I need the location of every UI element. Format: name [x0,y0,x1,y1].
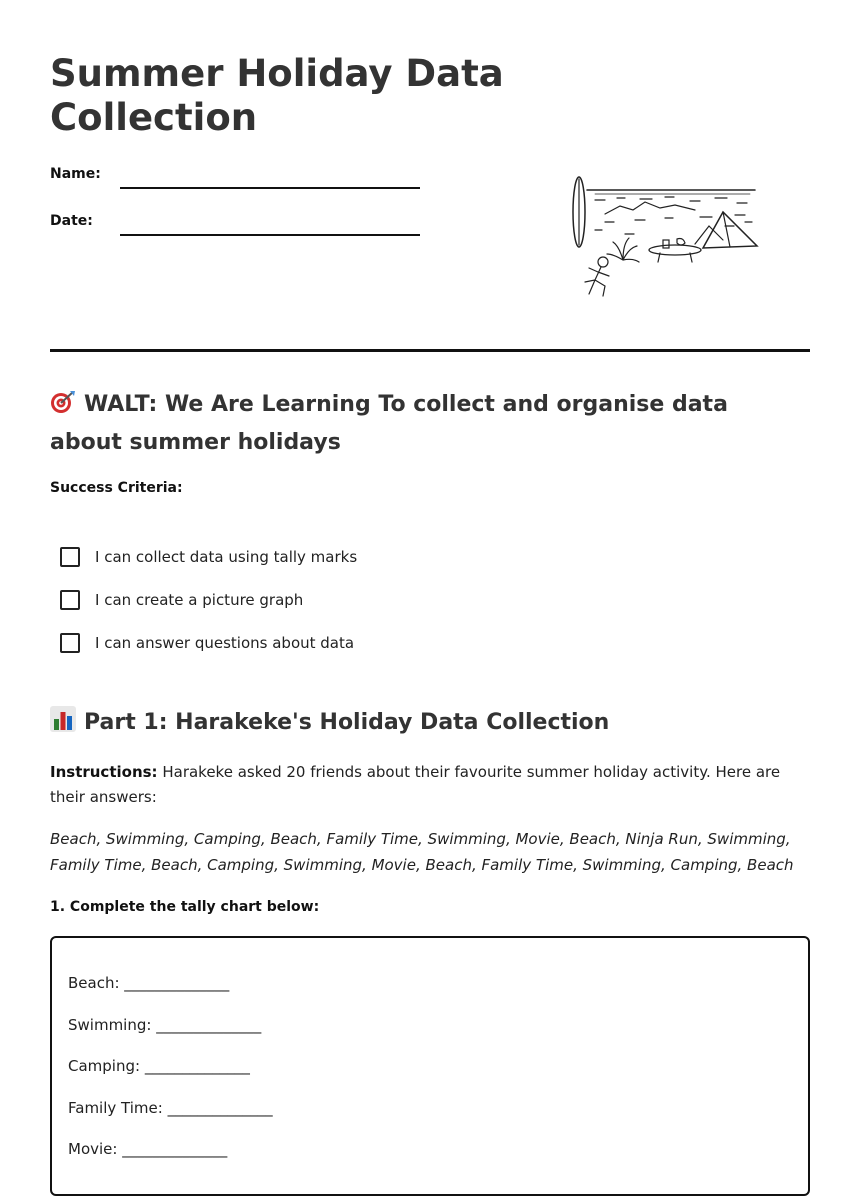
beach-scene-illustration [565,170,770,300]
tally-row[interactable]: Camping: ______________ [68,1057,250,1075]
question-1: 1. Complete the tally chart below: [50,899,320,915]
tally-row[interactable]: Beach: ______________ [68,974,230,992]
name-label: Name: [50,166,101,182]
tally-row[interactable]: Family Time: ______________ [68,1098,273,1117]
part1-text: Part 1: Harakeke's Holiday Data Collection [84,710,610,735]
success-criteria-label: Success Criteria: [50,480,183,496]
instructions-text: Harakeke asked 20 friends about their favourite summer holiday activity. Here are their answers: [50,763,781,806]
tally-row[interactable]: Movie: ______________ [68,1140,228,1158]
criteria-checkbox[interactable] [60,633,80,653]
name-line[interactable] [120,187,420,189]
tally-list [68,974,273,1182]
criteria-item [60,631,357,655]
criteria-label: I can collect data using tally marks [95,548,358,566]
criteria-item [60,545,357,569]
section-divider [50,349,810,352]
walt-text: WALT: We Are Learning To collect and organise data about summer holidays [50,392,728,455]
criteria-label: I can create a picture graph [95,591,304,609]
criteria-item [60,588,357,612]
date-label: Date: [50,213,93,229]
criteria-checkbox[interactable] [60,590,80,610]
survey-answers: Beach, Swimming, Camping, Beach, Family Time, Swimming, Movie, Beach, Ninja Run, Swimming, Family Time, Beach, Camping, Swimming, Movie, Beach, Family Time, Swimming, Camping, Beach [50,830,794,874]
page-title: Summer Holiday Data Collection [50,52,504,139]
target-icon [50,390,76,414]
date-line[interactable] [120,234,420,236]
bar-chart-icon [50,706,76,732]
instructions [50,760,790,810]
criteria-checkbox[interactable] [60,547,80,567]
tally-chart-box [50,936,810,1196]
part1-heading [50,705,609,741]
tally-row[interactable]: Swimming: ______________ [68,1015,262,1034]
instructions-label: Instructions: [50,763,158,781]
criteria-label: I can answer questions about data [95,634,355,652]
success-criteria-list [60,545,357,674]
walt-heading [50,386,790,462]
